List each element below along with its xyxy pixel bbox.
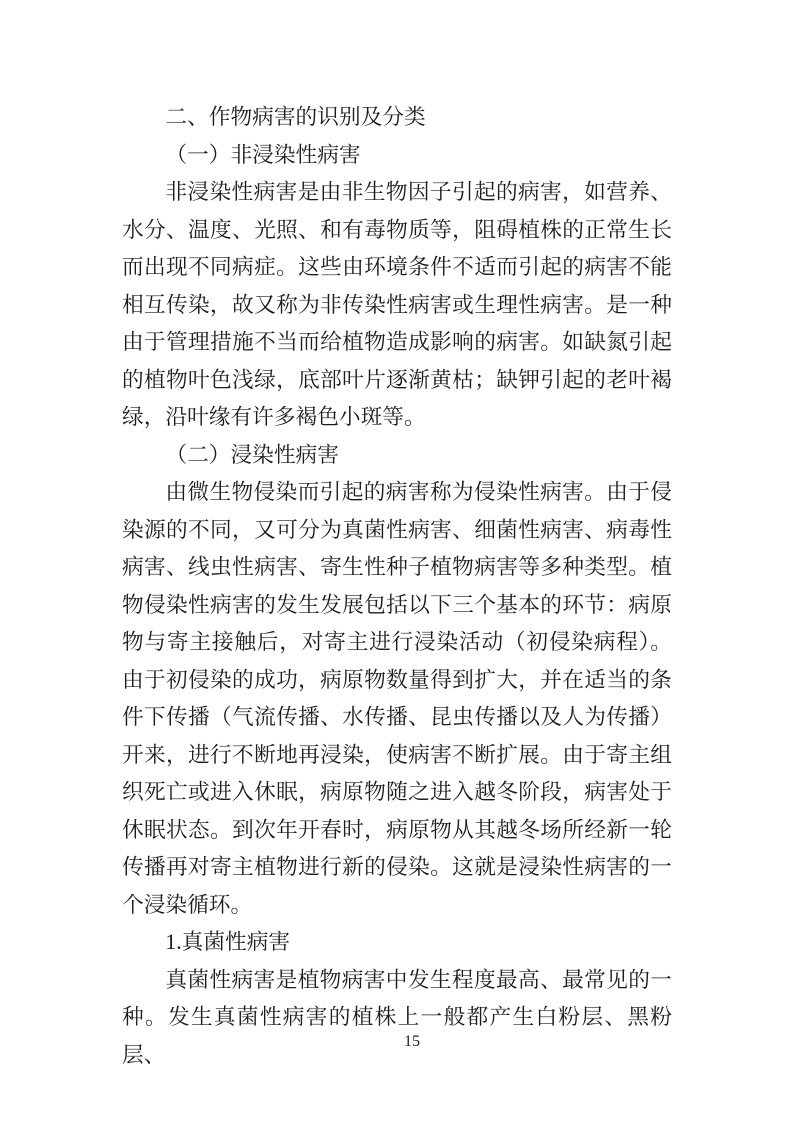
subsection-title: 1.真菌性病害 (165, 930, 291, 954)
subsection-title: （一）非浸染性病害 (165, 142, 361, 167)
section-title: 二、作物病害的识别及分类 (165, 105, 426, 129)
paragraph: 真菌性病害是植物病害中发生程度最高、最常见的一种。发生真菌性病害的植株上一般都产生白粉层、黑粉层、 (122, 967, 672, 1067)
text-block (122, 99, 672, 1074)
page-number: 15 (404, 1033, 420, 1050)
subsection-title: （二）浸染性病害 (165, 442, 339, 467)
paragraph: 由微生物侵染而引起的病害称为侵染性病害。由于侵染源的不同，又可分为真菌性病害、细菌性病害、病毒性病害、线虫性病害、寄生性种子植物病害等多种类型。植物侵染性病害的发生发展包括以下三个基本的环节：病原物与寄主接触后，对寄主进行浸染活动（初侵染病程）。由于初侵染的成功，病原物数量得到扩大，并在适当的条件下传播（气流传播、水传播、昆虫传播以及人为传播）开来，进行不断地再浸染，使病害不断扩展。由于寄主组织死亡或进入休眠，病原物随之进入越冬阶段，病害处于休眠状态。到次年开春时，病原物从其越冬场所经新一轮传播再对寄主植物进行新的侵染。这就是浸染性病害的一个浸染循环。 (122, 480, 672, 917)
paragraph: 非浸染性病害是由非生物因子引起的病害，如营养、水分、温度、光照、和有毒物质等，阻碍植株的正常生长而出现不同病症。这些由环境条件不适而引起的病害不能相互传染，故又称为非传染性病害或生理性病害。是一种由于管理措施不当而给植物造成影响的病害。如缺氮引起的植物叶色浅绿，底部叶片逐渐黄枯；缺钾引起的老叶褐绿，沿叶缘有许多褐色小斑等。 (122, 180, 672, 429)
